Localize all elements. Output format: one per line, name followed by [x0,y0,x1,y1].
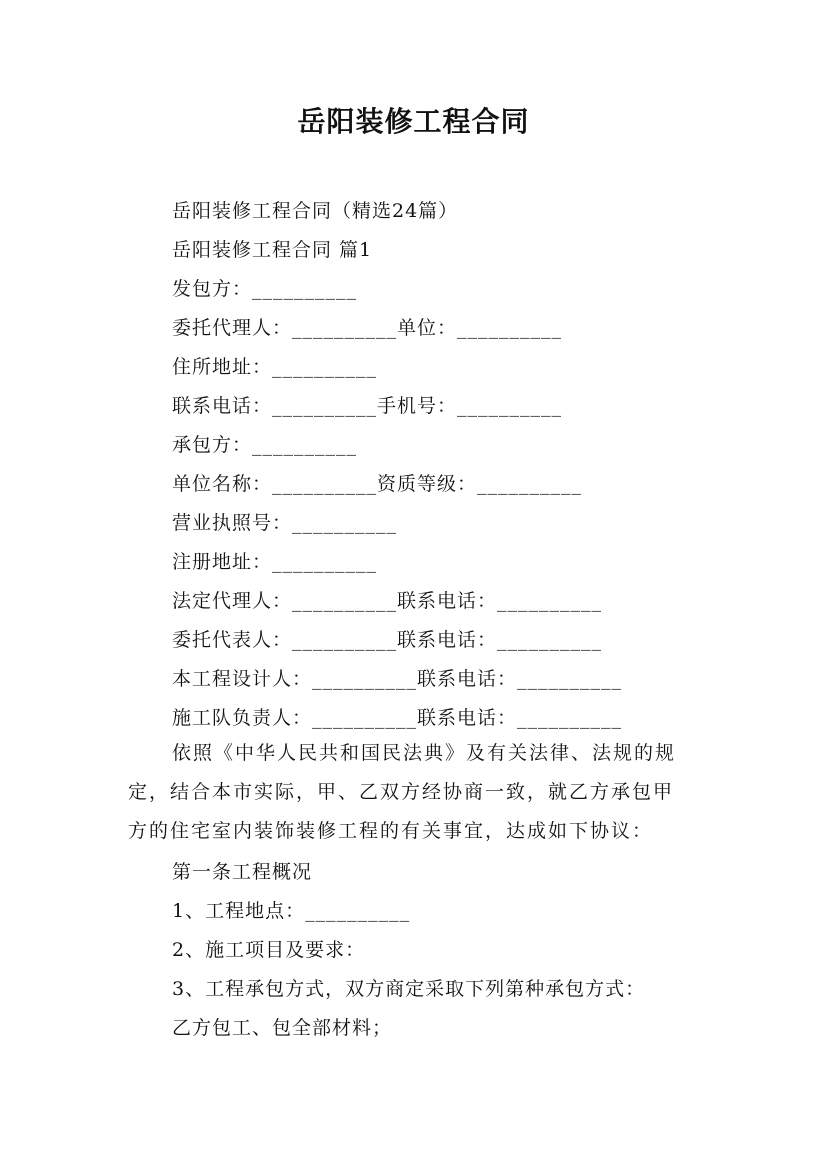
field-line-phone: 联系电话：__________手机号：__________ [172,395,563,417]
article-heading: 第一条工程概况 [172,861,313,883]
intro-paragraph: 依照《中华人民共和国民法典》及有关法律、法规的规定，结合本市实际，甲、乙双方经协商一致，就乙方承包甲方的住宅室内装饰装修工程的有关事宜，达成如下协议： [128,742,677,842]
subtitle-line: 岳阳装修工程合同（精选24篇） [172,200,459,222]
field-line-registered-address: 注册地址：__________ [172,551,378,573]
clause-line-items: 2、施工项目及要求： [172,939,366,961]
clause-line-location: 1、工程地点：__________ [172,900,411,922]
field-line-address: 住所地址：__________ [172,356,378,378]
clause-line-option: 乙方包工、包全部材料； [172,1017,393,1039]
field-line-employer: 发包方：__________ [172,278,358,300]
field-line-license: 营业执照号：__________ [172,512,398,534]
document-title: 岳阳装修工程合同 [297,105,530,138]
field-line-crew-lead: 施工队负责人：__________联系电话：__________ [172,707,623,729]
clause-line-method: 3、工程承包方式，双方商定采取下列第种承包方式： [172,978,646,1000]
field-line-contractor: 承包方：__________ [172,434,358,456]
field-line-designer: 本工程设计人：__________联系电话：__________ [172,668,623,690]
section-heading: 岳阳装修工程合同 篇1 [172,239,373,261]
field-line-company: 单位名称：__________资质等级：__________ [172,473,583,495]
field-line-agent: 委托代理人：__________单位：__________ [172,317,563,339]
field-line-legal-rep: 法定代理人：__________联系电话：__________ [172,590,603,612]
field-line-delegate: 委托代表人：__________联系电话：__________ [172,629,603,651]
